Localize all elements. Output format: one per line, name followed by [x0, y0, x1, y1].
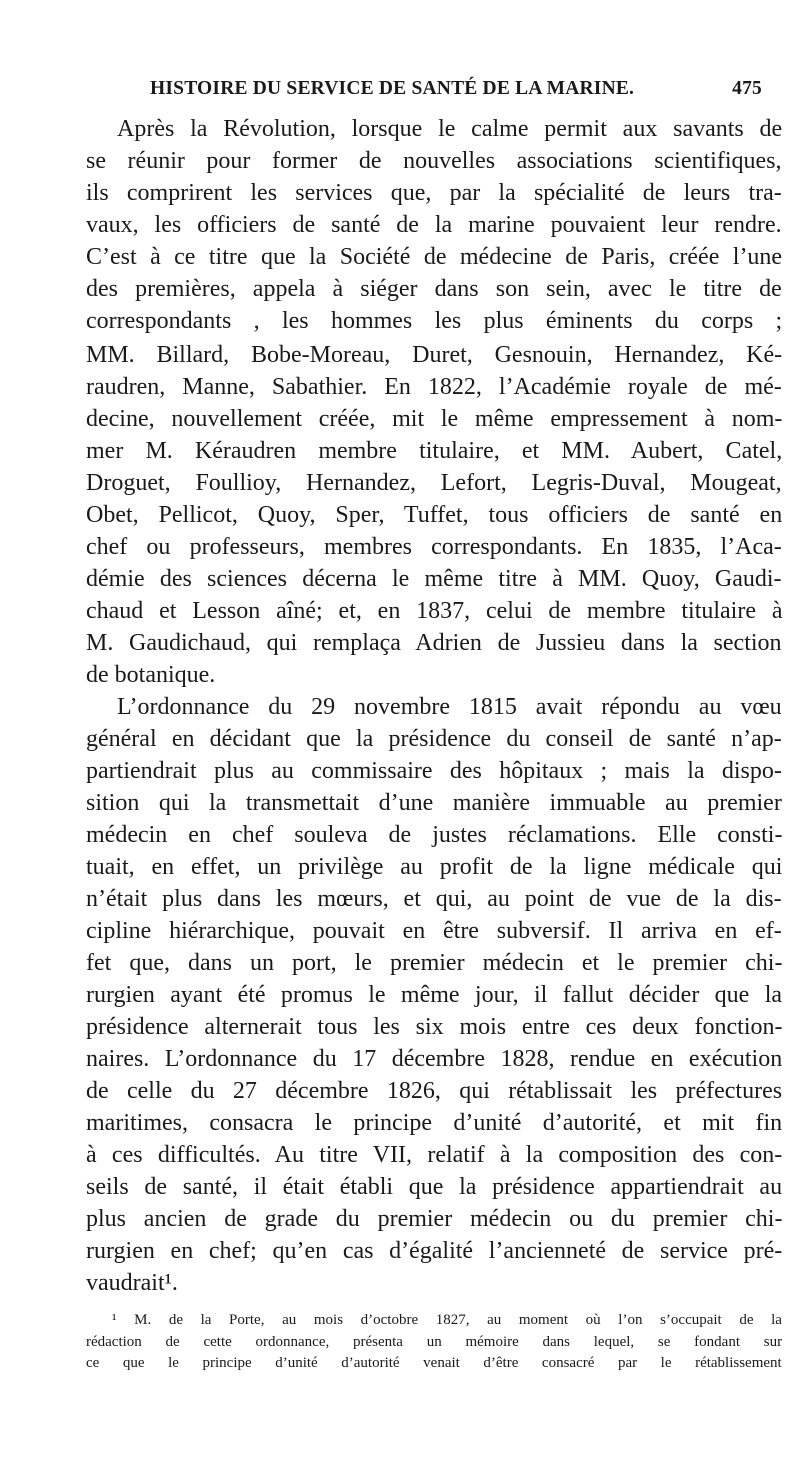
- text-line: de botanique.: [86, 662, 216, 688]
- text-line: raudren, Manne, Sabathier. En 1822, l’Académie royale de mé-: [86, 374, 782, 400]
- text-line: MM. Billard, Bobe-Moreau, Duret, Gesnouin, Hernandez, Ké-: [86, 342, 783, 368]
- text-line: sition qui la transmettait d’une manière immuable au premier: [86, 790, 782, 816]
- text-line: maritimes, consacra le principe d’unité d’autorité, et mit fin: [86, 1110, 783, 1136]
- running-header: [150, 78, 762, 108]
- text-line: mer M. Kéraudren membre titulaire, et MM. Aubert, Catel,: [86, 438, 783, 464]
- text-line: présidence alternerait tous les six mois entre ces deux fonction-: [86, 1014, 783, 1040]
- text-line: chef ou professeurs, membres correspondants. En 1835, l’Aca-: [86, 534, 782, 560]
- text-line: tuait, en effet, un privilège au profit de la ligne médicale qui: [86, 854, 783, 880]
- text-line: partiendrait plus au commissaire des hôpitaux ; mais la dispo-: [86, 758, 782, 784]
- text-line: général en décidant que la présidence du conseil de santé n’ap-: [86, 726, 782, 752]
- text-line: rurgien en chef; qu’en cas d’égalité l’ancienneté de service pré-: [86, 1238, 783, 1264]
- text-line: plus ancien de grade du premier médecin ou du premier chi-: [86, 1206, 783, 1232]
- text-line: Après la Révolution, lorsque le calme permit aux savants de: [117, 116, 783, 142]
- text-line: C’est à ce titre que la Société de médecine de Paris, créée l’une: [86, 244, 783, 270]
- text-line: cipline hiérarchique, pouvait en être subversif. Il arriva en ef-: [86, 918, 782, 944]
- text-line: decine, nouvellement créée, mit le même empressement à nom-: [86, 406, 783, 432]
- text-line: M. Gaudichaud, qui remplaça Adrien de Jussieu dans la section: [86, 630, 782, 656]
- text-line: correspondants , les hommes les plus éminents du corps ;: [86, 308, 783, 334]
- text-line: vaudrait¹.: [86, 1270, 178, 1296]
- text-line: fet que, dans un port, le premier médecin et le premier chi-: [86, 950, 783, 976]
- running-title: HISTOIRE DU SERVICE DE SANTÉ DE LA MARINE.: [150, 78, 635, 99]
- text-line: naires. L’ordonnance du 17 décembre 1828, rendue en exécution: [86, 1046, 783, 1072]
- text-line: démie des sciences décerna le même titre à MM. Quoy, Gaudi-: [86, 566, 782, 592]
- text-line: seils de santé, il était établi que la présidence appartiendrait au: [86, 1174, 783, 1200]
- text-line: n’était plus dans les mœurs, et qui, au point de vue de la dis-: [86, 886, 782, 912]
- text-line: rurgien ayant été promus le même jour, il fallut décider que la: [86, 982, 783, 1008]
- footnote-line: rédaction de cette ordonnance, présenta un mémoire dans lequel, se fondant sur: [86, 1334, 783, 1350]
- text-line: L’ordonnance du 29 novembre 1815 avait répondu au vœu: [117, 694, 782, 720]
- text-line: de celle du 27 décembre 1826, qui rétablissait les préfectures: [86, 1078, 783, 1104]
- text-line: se réunir pour former de nouvelles associations scientifiques,: [86, 148, 782, 174]
- text-line: des premières, appela à siéger dans son sein, avec le titre de: [86, 276, 782, 302]
- footnote-line: ce que le principe d’unité d’autorité venait d’être consacré par le rétablissement: [86, 1355, 782, 1371]
- text-line: vaux, les officiers de santé de la marine pouvaient leur rendre.: [86, 212, 782, 238]
- page-number: 475: [732, 78, 762, 99]
- text-line: à ces difficultés. Au titre VII, relatif à la composition des con-: [86, 1142, 783, 1168]
- text-line: Obet, Pellicot, Quoy, Sper, Tuffet, tous officiers de santé en: [86, 502, 783, 528]
- text-line: Droguet, Foullioy, Hernandez, Lefort, Legris-Duval, Mougeat,: [86, 470, 782, 496]
- footnote-line: ¹ M. de la Porte, au mois d’octobre 1827, au moment où l’on s’occupait de la: [112, 1312, 782, 1328]
- text-line: ils comprirent les services que, par la spécialité de leurs tra-: [86, 180, 782, 206]
- text-line: chaud et Lesson aîné; et, en 1837, celui de membre titulaire à: [86, 598, 783, 624]
- text-line: médecin en chef souleva de justes réclamations. Elle consti-: [86, 822, 783, 848]
